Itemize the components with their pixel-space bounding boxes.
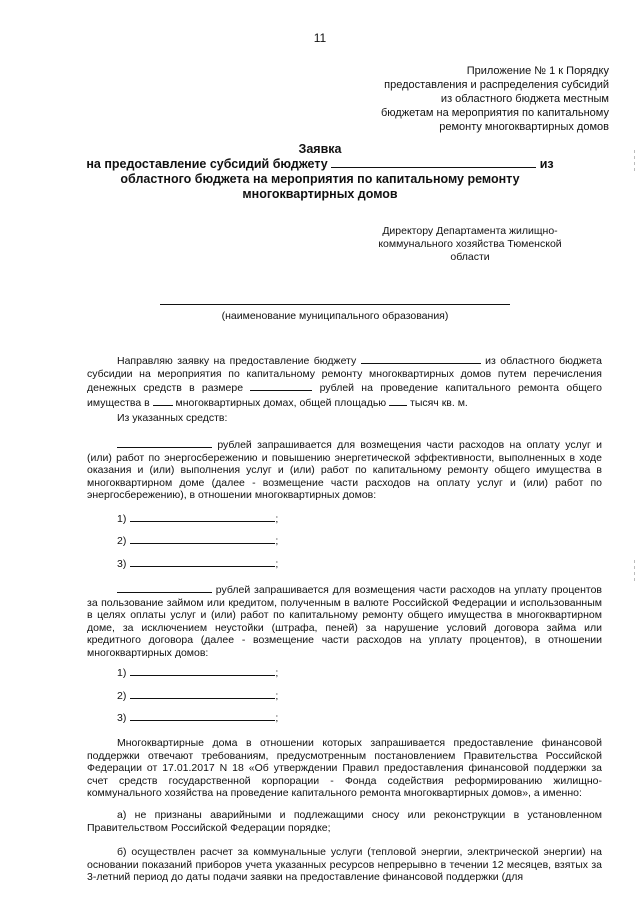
- appendix-note: [349, 64, 609, 134]
- binding-marks: [633, 150, 636, 174]
- list-item: 2) ;: [117, 690, 279, 702]
- budget-blank: [331, 157, 536, 168]
- appendix-line: ремонту многоквартирных домов: [439, 121, 609, 133]
- list-item: 2) ;: [117, 535, 279, 547]
- list-item: 3) ;: [117, 558, 279, 570]
- municipality-caption: (наименование муниципального образования): [221, 310, 449, 322]
- house-blank: [130, 665, 275, 676]
- appendix-line: бюджетам на мероприятия по капитальному: [381, 107, 609, 119]
- house-blank: [130, 710, 275, 721]
- appendix-line: предоставления и распределения субсидий: [384, 79, 609, 91]
- interest-paragraph: рублей запрашивается для возмещения части расходов на уплату процентов за пользование займом или кредитом, полученным в валюте Российской Федерации и использованным в целях оплаты услуг и (или) работ по капитальному ремонту общего имущества в многоквартирном доме, за исключением неустойки (штрафа, пеней) за нарушение условий договора займа или кредитного договора (далее - возмещение части расходов на уплату процентов), в отношении многоквартирных домов:: [87, 584, 602, 659]
- from-funds-label: Из указанных средств:: [117, 412, 228, 424]
- house-blank: [130, 556, 275, 567]
- energy-amount-blank: [117, 437, 212, 448]
- interest-amount-blank: [117, 582, 212, 593]
- addressee: Директору Департамента жилищно- коммунального хозяйства Тюменской области: [378, 225, 562, 263]
- appendix-line: Приложение № 1 к Порядку: [466, 65, 609, 77]
- house-blank: [130, 688, 275, 699]
- title-line: на предоставление субсидий бюджету из: [86, 157, 554, 171]
- title-line: областного бюджета на мероприятия по капитальному ремонту: [120, 172, 520, 186]
- house-blank: [130, 511, 275, 522]
- title-line: многоквартирных домов: [242, 187, 398, 201]
- list-item: 3) ;: [117, 712, 279, 724]
- count-blank: [153, 395, 173, 406]
- municipality-line: [160, 304, 510, 305]
- list-item: 1) ;: [117, 667, 279, 679]
- energy-paragraph: рублей запрашивается для возмещения части расходов на оплату услуг и (или) работ по энергосбережению и повышению энергетической эффективности, выполненных в ходе оказания и (или) выполнения услуг и (или) работ по капитальному ремонту общего имущества в многоквартирном доме (далее - возмещение части расходов на оплату услуг и (или) работ по энергосбережению), в отношении многоквартирных домов:: [87, 439, 602, 501]
- request-paragraph: Направляю заявку на предоставление бюджету из областного бюджета субсидии на мероприятия по капитальному ремонту многоквартирных домов путем перечисления денежных средств в размере рублей на проведение капитального ремонта общего имущества в многоквартирных домах, общей площадью тысяч кв. м.: [87, 355, 603, 409]
- appendix-line: из областного бюджета местным: [440, 93, 609, 105]
- amount-blank: [250, 380, 312, 391]
- house-blank: [130, 533, 275, 544]
- title-line: Заявка: [298, 142, 342, 156]
- item-a: а) не признаны аварийными и подлежащими сносу или реконструкции в установленном Правительством Российской Федерации порядке;: [87, 809, 602, 834]
- list-item: 1) ;: [117, 513, 279, 525]
- page-number: 11: [313, 31, 327, 45]
- binding-marks: [633, 560, 636, 584]
- document-title: [0, 142, 640, 202]
- area-blank: [389, 395, 407, 406]
- budget-blank: [361, 353, 481, 364]
- compliance-paragraph: Многоквартирные дома в отношении которых запрашивается предоставление финансовой поддержки отвечают требованиям, предусмотренным постановлением Правительства Российской Федерации от 17.01.2017 N 18 «Об утверждении Правил предоставления финансовой поддержки за счет средств государственной корпорации - Фонда содействия реформированию жилищно-коммунального хозяйства на проведение капитального ремонта многоквартирных домов», а именно:: [87, 737, 602, 799]
- item-b: б) осуществлен расчет за коммунальные услуги (тепловой энергии, электрической энергии) на основании показаний приборов учета указанных ресурсов непрерывно в течении 12 месяцев, взятых за 3-летний период до даты подачи заявки на предоставление финансовой поддержки (для: [87, 846, 602, 883]
